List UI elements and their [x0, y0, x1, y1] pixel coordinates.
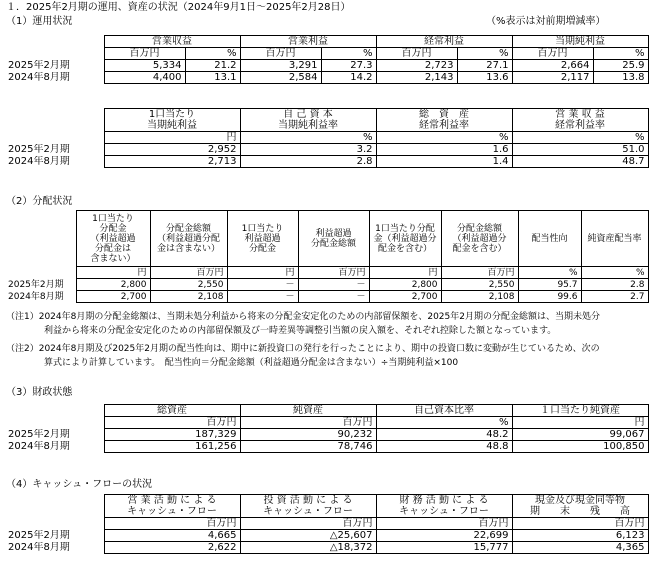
- table-row: [6, 291, 648, 303]
- header-dividend-yield: 純資産配当率: [581, 211, 648, 267]
- unit-cell: %: [240, 132, 376, 144]
- header-roe: 自 己 資 本 当期純利益率: [240, 109, 376, 132]
- header-dist-total-incl: 分配金総額 （利益超過分 配金を含む）: [441, 211, 518, 267]
- value-cell: 13.1: [185, 72, 240, 84]
- value-cell: 100,850: [512, 441, 648, 453]
- header-ordinary-margin: 営 業 収 益 経常利益率: [512, 109, 648, 132]
- unit-cell: 百万円: [240, 518, 376, 530]
- row-label: 2025年2月期: [8, 279, 64, 290]
- unit-cell: 百万円: [104, 417, 240, 429]
- row-label: 2025年2月期: [8, 60, 70, 71]
- note-2-line2: 算式により計算しています。 配当性向＝分配金総額（利益超過分配金は含まない）÷当期純利益×100: [44, 358, 459, 368]
- unit-cell: %: [512, 132, 648, 144]
- header-operating-revenue: 営業収益: [104, 36, 240, 48]
- value-cell: 187,329: [104, 429, 240, 441]
- value-cell: 2,723: [376, 60, 457, 72]
- value-cell: 1.4: [376, 156, 512, 168]
- value-cell: 2.8: [581, 279, 648, 291]
- header-investing-cf: 投 資 活 動 に よ る キャッシュ・フロー: [240, 495, 376, 518]
- section3-title: （3）財政状態: [6, 387, 73, 398]
- unit-cell: %: [518, 267, 581, 279]
- unit-cell: 円: [76, 267, 150, 279]
- note-1-line2: 利益から将来の分配金安定化のための内部留保額及び一時差異等調整引当額の戻入額を、それぞれ控除した額となっています。: [44, 326, 557, 336]
- header-dist-total: 分配金総額 （利益超過分配 金は含まない）: [150, 211, 227, 267]
- header-per-unit-net-income: 1口当たり 当期純利益: [104, 109, 240, 132]
- value-cell: 3.2: [240, 144, 376, 156]
- header-dist-per-unit: 1口当たり 分配金 （利益超過 分配金は 含まない）: [76, 211, 150, 267]
- value-cell: 27.1: [457, 60, 512, 72]
- value-cell: 2,550: [150, 279, 227, 291]
- value-cell: 3,291: [240, 60, 321, 72]
- section4-title: （4）キャッシュ・フローの状況: [6, 479, 153, 490]
- value-cell: 95.7: [518, 279, 581, 291]
- value-cell: 25.9: [593, 60, 648, 72]
- value-cell: 90,232: [240, 429, 376, 441]
- unit-cell: 百万円: [240, 417, 376, 429]
- operations-table: [6, 35, 649, 84]
- value-cell: 4,365: [512, 542, 648, 554]
- report-heading: １．2025年2月期の運用、資産の状況（2024年9月1日～2025年2月28日）: [6, 2, 351, 13]
- unit-cell: 円: [104, 132, 240, 144]
- header-excess-total: 利益超過 分配金総額: [298, 211, 369, 267]
- unit-cell: 百万円: [104, 48, 185, 60]
- value-cell: 2,622: [104, 542, 240, 554]
- header-operating-income: 営業利益: [240, 36, 376, 48]
- header-operating-cf: 営 業 活 動 に よ る キャッシュ・フロー: [104, 495, 240, 518]
- row-label: 2024年8月期: [8, 542, 70, 553]
- header-cash-balance: 現金及び現金同等物 期 末 残 高: [512, 495, 648, 518]
- value-cell: 48.2: [376, 429, 512, 441]
- value-cell: 6,123: [512, 530, 648, 542]
- value-cell: －: [298, 279, 369, 291]
- value-cell: 13.8: [593, 72, 648, 84]
- value-cell: 2,108: [150, 291, 227, 303]
- table-row: [6, 441, 648, 453]
- value-cell: 27.3: [321, 60, 376, 72]
- section1-note: （%表示は対前期増減率）: [486, 16, 606, 27]
- unit-cell: %: [376, 132, 512, 144]
- unit-cell: 百万円: [150, 267, 227, 279]
- value-cell: 99,067: [512, 429, 648, 441]
- value-cell: 2,584: [240, 72, 321, 84]
- unit-cell: 百万円: [512, 48, 593, 60]
- value-cell: 2,800: [76, 279, 150, 291]
- ratios-table: [6, 108, 649, 168]
- unit-cell: %: [321, 48, 376, 60]
- header-financing-cf: 財 務 活 動 に よ る キャッシュ・フロー: [376, 495, 512, 518]
- value-cell: 22,699: [376, 530, 512, 542]
- value-cell: 2.8: [240, 156, 376, 168]
- table-row: [6, 60, 648, 72]
- value-cell: 13.6: [457, 72, 512, 84]
- note-2-line1: （注2）2024年8月期及び2025年2月期の配当性向は、期中に新投資口の発行を行ったことにより、期中の投資口数に変動が生じているため、次の: [6, 344, 600, 354]
- table-row: [6, 72, 648, 84]
- cashflow-table: [6, 494, 649, 554]
- header-ordinary-income: 経常利益: [376, 36, 512, 48]
- row-label: 2025年2月期: [8, 144, 70, 155]
- value-cell: 2,800: [369, 279, 441, 291]
- financial-position-table: [6, 404, 649, 453]
- value-cell: 2.7: [581, 291, 648, 303]
- table-row: [6, 144, 648, 156]
- header-nav-per-unit: １口当たり純資産: [512, 405, 648, 417]
- value-cell: 2,664: [512, 60, 593, 72]
- unit-cell: %: [593, 48, 648, 60]
- value-cell: 2,143: [376, 72, 457, 84]
- unit-cell: 百万円: [376, 518, 512, 530]
- value-cell: 5,334: [104, 60, 185, 72]
- value-cell: 2,700: [369, 291, 441, 303]
- unit-cell: 百万円: [512, 518, 648, 530]
- value-cell: 1.6: [376, 144, 512, 156]
- header-net-assets: 純資産: [240, 405, 376, 417]
- value-cell: 14.2: [321, 72, 376, 84]
- value-cell: △25,607: [240, 530, 376, 542]
- header-excess-per-unit: 1口当たり 利益超過 分配金: [227, 211, 298, 267]
- table-row: [6, 279, 648, 291]
- value-cell: 2,713: [104, 156, 240, 168]
- unit-cell: 円: [369, 267, 441, 279]
- unit-cell: 百万円: [298, 267, 369, 279]
- value-cell: △18,372: [240, 542, 376, 554]
- unit-cell: %: [185, 48, 240, 60]
- table-row: [6, 429, 648, 441]
- unit-cell: 円: [227, 267, 298, 279]
- row-label: 2024年8月期: [8, 156, 70, 167]
- unit-cell: %: [457, 48, 512, 60]
- value-cell: 2,108: [441, 291, 518, 303]
- row-label: 2024年8月期: [8, 441, 70, 452]
- unit-cell: 百万円: [376, 48, 457, 60]
- row-label: 2024年8月期: [8, 291, 64, 302]
- header-payout-ratio: 配当性向: [518, 211, 581, 267]
- unit-cell: 百万円: [240, 48, 321, 60]
- table-row: [6, 542, 648, 554]
- value-cell: 48.8: [376, 441, 512, 453]
- table-row: [6, 530, 648, 542]
- row-label: 2025年2月期: [8, 530, 70, 541]
- row-label: 2024年8月期: [8, 72, 70, 83]
- note-1-line1: （注1）2024年8月期の分配金総額は、当期未処分利益から将来の分配金安定化のための内部留保額を、2025年2月期の分配金総額は、当期未処分: [6, 312, 600, 322]
- value-cell: 78,746: [240, 441, 376, 453]
- value-cell: －: [227, 291, 298, 303]
- value-cell: 2,550: [441, 279, 518, 291]
- value-cell: 2,117: [512, 72, 593, 84]
- header-dist-per-unit-incl: 1口当たり分配 金（利益超過分 配金を含む）: [369, 211, 441, 267]
- value-cell: 4,665: [104, 530, 240, 542]
- header-net-income: 当期純利益: [512, 36, 648, 48]
- value-cell: 99.6: [518, 291, 581, 303]
- unit-cell: %: [581, 267, 648, 279]
- value-cell: 51.0: [512, 144, 648, 156]
- unit-cell: %: [376, 417, 512, 429]
- value-cell: 2,700: [76, 291, 150, 303]
- section2-title: （2）分配状況: [6, 196, 73, 207]
- distribution-table: [6, 210, 649, 303]
- unit-cell: 百万円: [104, 518, 240, 530]
- value-cell: －: [298, 291, 369, 303]
- unit-cell: 百万円: [441, 267, 518, 279]
- value-cell: 48.7: [512, 156, 648, 168]
- table-row: [6, 156, 648, 168]
- value-cell: 15,777: [376, 542, 512, 554]
- header-equity-ratio: 自己資本比率: [376, 405, 512, 417]
- value-cell: 4,400: [104, 72, 185, 84]
- section1-title: （1）運用状況: [6, 16, 73, 27]
- value-cell: －: [227, 279, 298, 291]
- value-cell: 2,952: [104, 144, 240, 156]
- value-cell: 161,256: [104, 441, 240, 453]
- unit-cell: 円: [512, 417, 648, 429]
- header-total-assets: 総資産: [104, 405, 240, 417]
- header-roa: 総 資 産 経常利益率: [376, 109, 512, 132]
- row-label: 2025年2月期: [8, 429, 70, 440]
- value-cell: 21.2: [185, 60, 240, 72]
